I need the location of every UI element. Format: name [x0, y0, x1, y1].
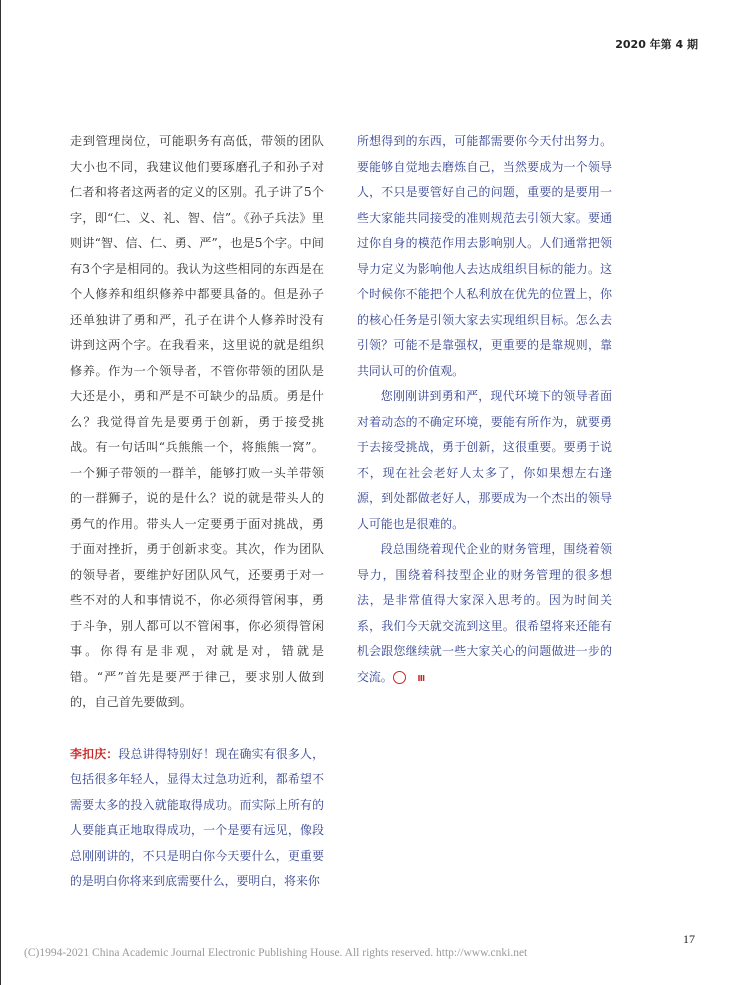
right-column — [357, 129, 612, 690]
copyright-footer: (C)1994-2021 China Academic Journal Electronic Publishing House. All rights reserved. http://www.cnki.net — [24, 947, 528, 959]
right-paragraph-2: 您刚刚讲到勇和严，现代环境下的领导者面对着动态的不确定环境，要能有所作为，就要勇于去接受挑战，勇于创新，这很重要。要勇于说不，现在社会老好人太多了，你如果想左右逢源，到处都做老好人，那要成为一个杰出的领导人可能也是很难的。 — [357, 389, 612, 531]
article-end-icon: Ⅲ — [393, 671, 406, 684]
paragraph-gap — [70, 716, 324, 742]
issue-label: 2020 年第 4 期 — [615, 38, 698, 51]
speaker-text: 段总讲得特别好！现在确实有很多人，包括很多年轻人，显得太过急功近利，都希望不需要太多的投入就能取得成功。而实际上所有的人要能真正地取得成功，一个是要有远见，像段总刚刚讲的，不只是明白你今天要什么，更重要的是明白你将来到底需要什么，要明白，将来你 — [70, 746, 324, 888]
speaker-name: 李扣庆： — [70, 746, 119, 761]
right-paragraph-1: 所想得到的东西，可能都需要你今天付出努力。要能够自觉地去磨炼自己，当然要成为一个领导人，不只是要管好自己的问题，重要的是要用一些大家能共同接受的准则规范去引领大家。要通过你自身的模范作用去影响别人。人们通常把领导力定义为影响他人去达成组织目标的能力。这个时候你不能把个人私利放在优先的位置上，你的核心任务是引领大家去实现组织目标。怎么去引领？可能不是靠强权，更重要的是靠规则，靠共同认可的价值观。 — [357, 134, 612, 378]
page-number: 17 — [683, 932, 695, 946]
right-paragraph-3 — [357, 537, 612, 690]
left-column — [70, 129, 324, 895]
left-paragraph-1: 走到管理岗位，可能职务有高低，带领的团队大小也不同，我建议他们要琢磨孔子和孙子对仁者和将者这两者的定义的区别。孔子讲了5个字，即“仁、义、礼、智、信”。《孙子兵法》里则讲“智、信、仁、勇、严”，也是5个字。中间有3个字是相同的。我认为这些相同的东西是在个人修养和组织修养中都要具备的。但是孙子还单独讲了勇和严，孔子在讲个人修养时没有讲到这两个字。在我看来，这里说的就是组织修养。作为一个领导者，不管你带领的团队是大还是小，勇和严是不可缺少的品质。勇是什么？我觉得首先是要勇于创新，勇于接受挑战。有一句话叫“兵熊熊一个，将熊熊一窝”。一个狮子带领的一群羊，能够打败一头羊带领的一群狮子，说的是什么？说的就是带头人的勇气的作用。带头人一定要勇于面对挑战，勇于面对挫折，勇于创新求变。其次，作为团队的领导者，要维护好团队风气，还要勇于对一些不对的人和事情说不，你必须得管闲事，勇于斗争，别人都可以不管闲事，你必须得管闲事。你得有是非观，对就是对，错就是错。“严”首先是要严于律己，要求别人做到的，自己首先要做到。 — [70, 134, 324, 709]
right-paragraph-3-text: 段总围绕着现代企业的财务管理，围绕着领导力，围绕着科技型企业的财务管理的很多想法，是非常值得大家深入思考的。因为时间关系，我们今天就交流到这里。很希望将来还能有机会跟您继续就一些大家关心的问题做进一步的交流。 — [357, 542, 612, 684]
left-paragraph-2 — [70, 742, 324, 895]
page-left-border — [0, 0, 1, 985]
